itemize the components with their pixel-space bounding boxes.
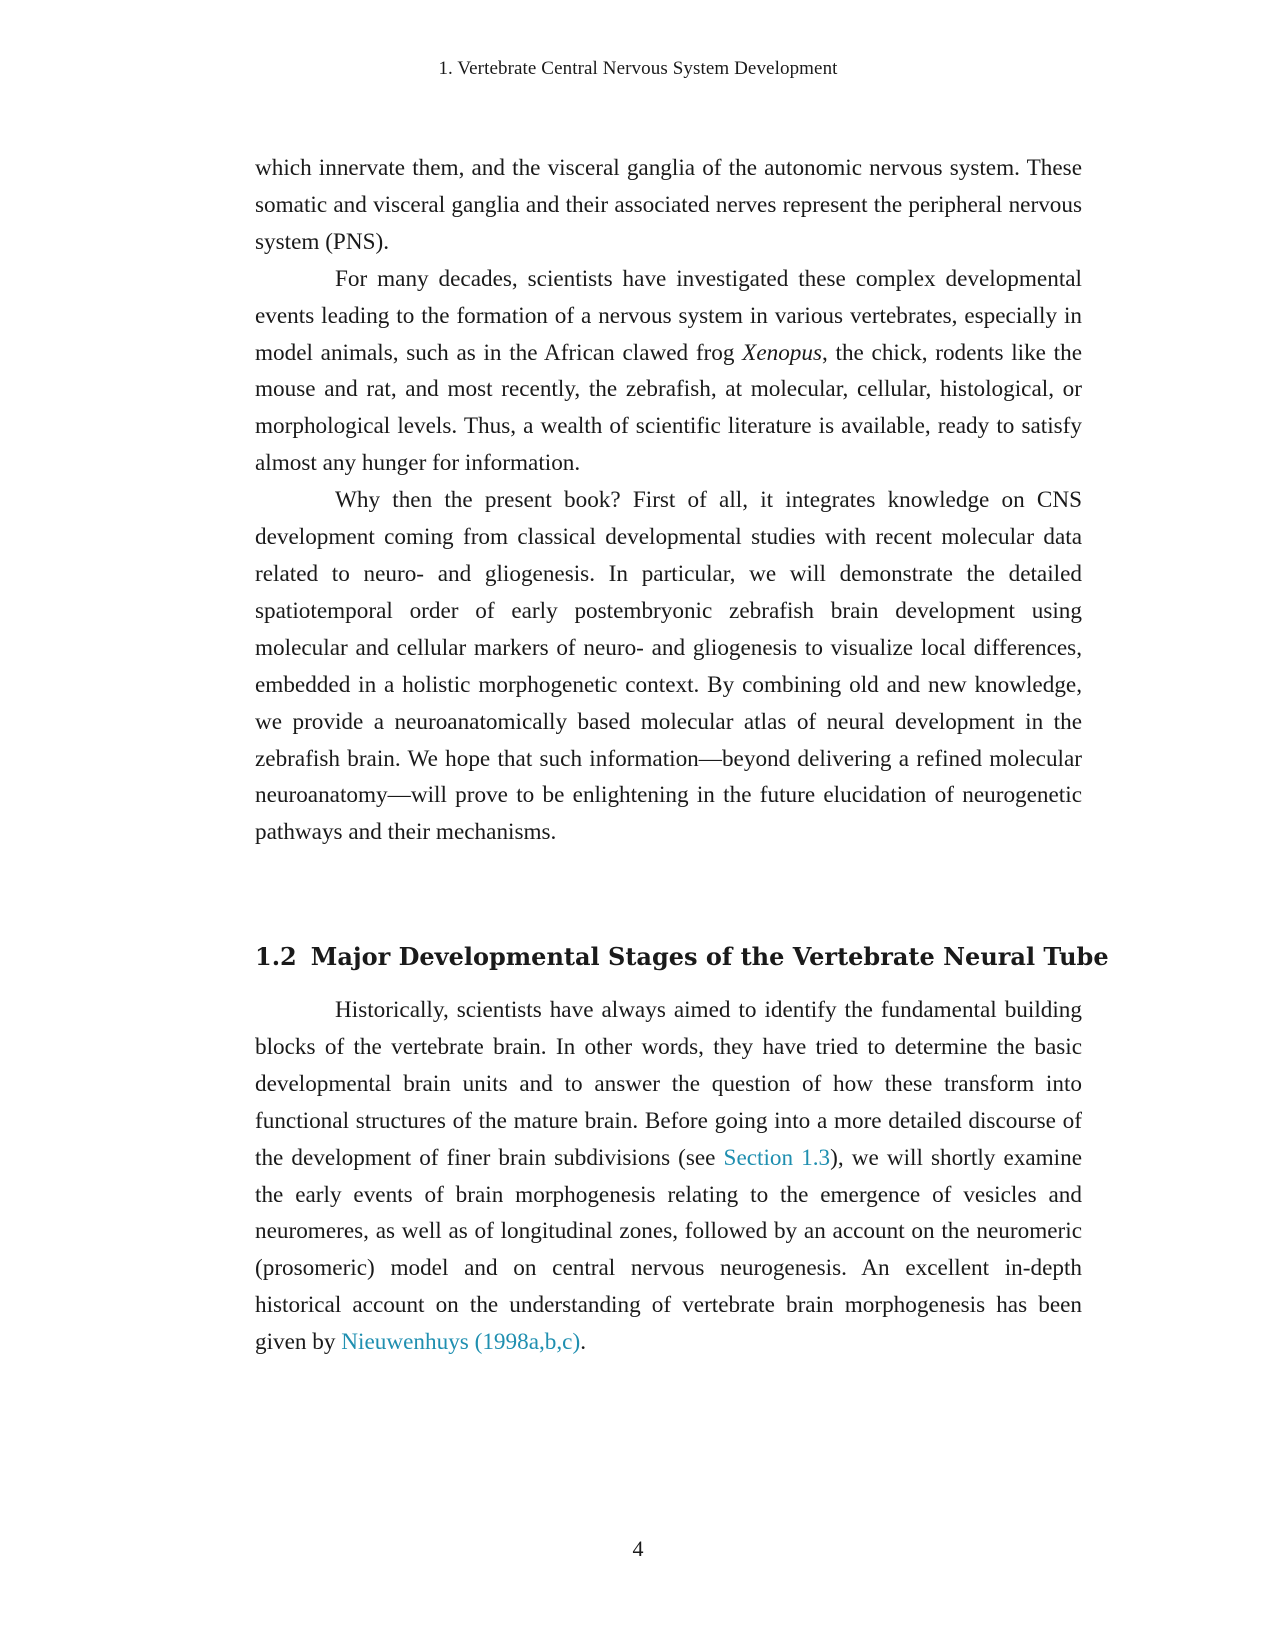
paragraph-purpose: Why then the present book? First of all, it integrates knowledge on CNS development coming from classical developmental studies with recent molecular data related to neuro- and gliogenesis. In particular, we will demonstrate the detailed spatiotemporal order of early postembryonic zebrafish brain development using molecular and cellular markers of neuro- and gliogenesis to visualize local differences, embedded in a holistic morphogenetic context. By combining old and new knowledge, we provide a neuroanatomically based molecular atlas of neural development in the zebrafish brain. We hope that such information—beyond delivering a refined molecular neuroanatomy—will prove to be enlightening in the future elucidation of neurogenetic pathways and their mechanisms. [255, 487, 1082, 846]
section-heading [255, 942, 1109, 972]
section-number: 1.2 [255, 942, 297, 971]
paragraph-text: , the chick, rodents like the mouse and rat, and most recently, the zebrafish, at molecular, cellular, histological, or morphological levels. Thus, a wealth of scientific literature is available, ready to satisfy almost any hunger for information. [255, 339, 1082, 477]
paragraph-text: . [580, 1329, 586, 1356]
paragraph-text: For many decades, scientists have investigated these complex developmental events leading to the formation of a nervous system in various vertebrates, especially in model animals, such as in the African clawed frog [255, 265, 1082, 366]
paragraph-continuation: which innervate them, and the visceral ganglia of the autonomic nervous system. These somatic and visceral ganglia and their associated nerves represent the peripheral nervous system (PNS). [255, 155, 1082, 255]
body-text-bottom [255, 992, 1082, 1361]
section-title: Major Developmental Stages of the Vertebrate Neural Tube [310, 942, 1109, 971]
page-number: 4 [632, 1536, 644, 1561]
paragraph-text: Historically, scientists have always aimed to identify the fundamental building blocks of the vertebrate brain. In other words, they have tried to determine the basic developmental brain units and to answer the question of how these transform into functional structures of the mature brain. Before going into a more detailed discourse of the development of finer brain subdivisions (see [255, 997, 1082, 1171]
citation-link[interactable]: Nieuwenhuys (1998a,b,c) [341, 1329, 581, 1356]
section-cross-reference-link[interactable]: Section 1.3 [723, 1144, 831, 1171]
paragraph-history [255, 261, 1082, 482]
species-name-italic: Xenopus [742, 339, 823, 366]
running-head: 1. Vertebrate Central Nervous System Development [438, 58, 838, 79]
paragraph-section-intro [255, 992, 1082, 1361]
paragraph-text: ), we will shortly examine the early events of brain morphogenesis relating to the emergence of vesicles and neuromeres, as well as of longitudinal zones, followed by an account on the neuromeric (prosomeric) model and on central nervous neurogenesis. An excellent in-depth historical account on the understanding of vertebrate brain morphogenesis has been given by [255, 1144, 1082, 1356]
body-text-top [255, 150, 1082, 851]
